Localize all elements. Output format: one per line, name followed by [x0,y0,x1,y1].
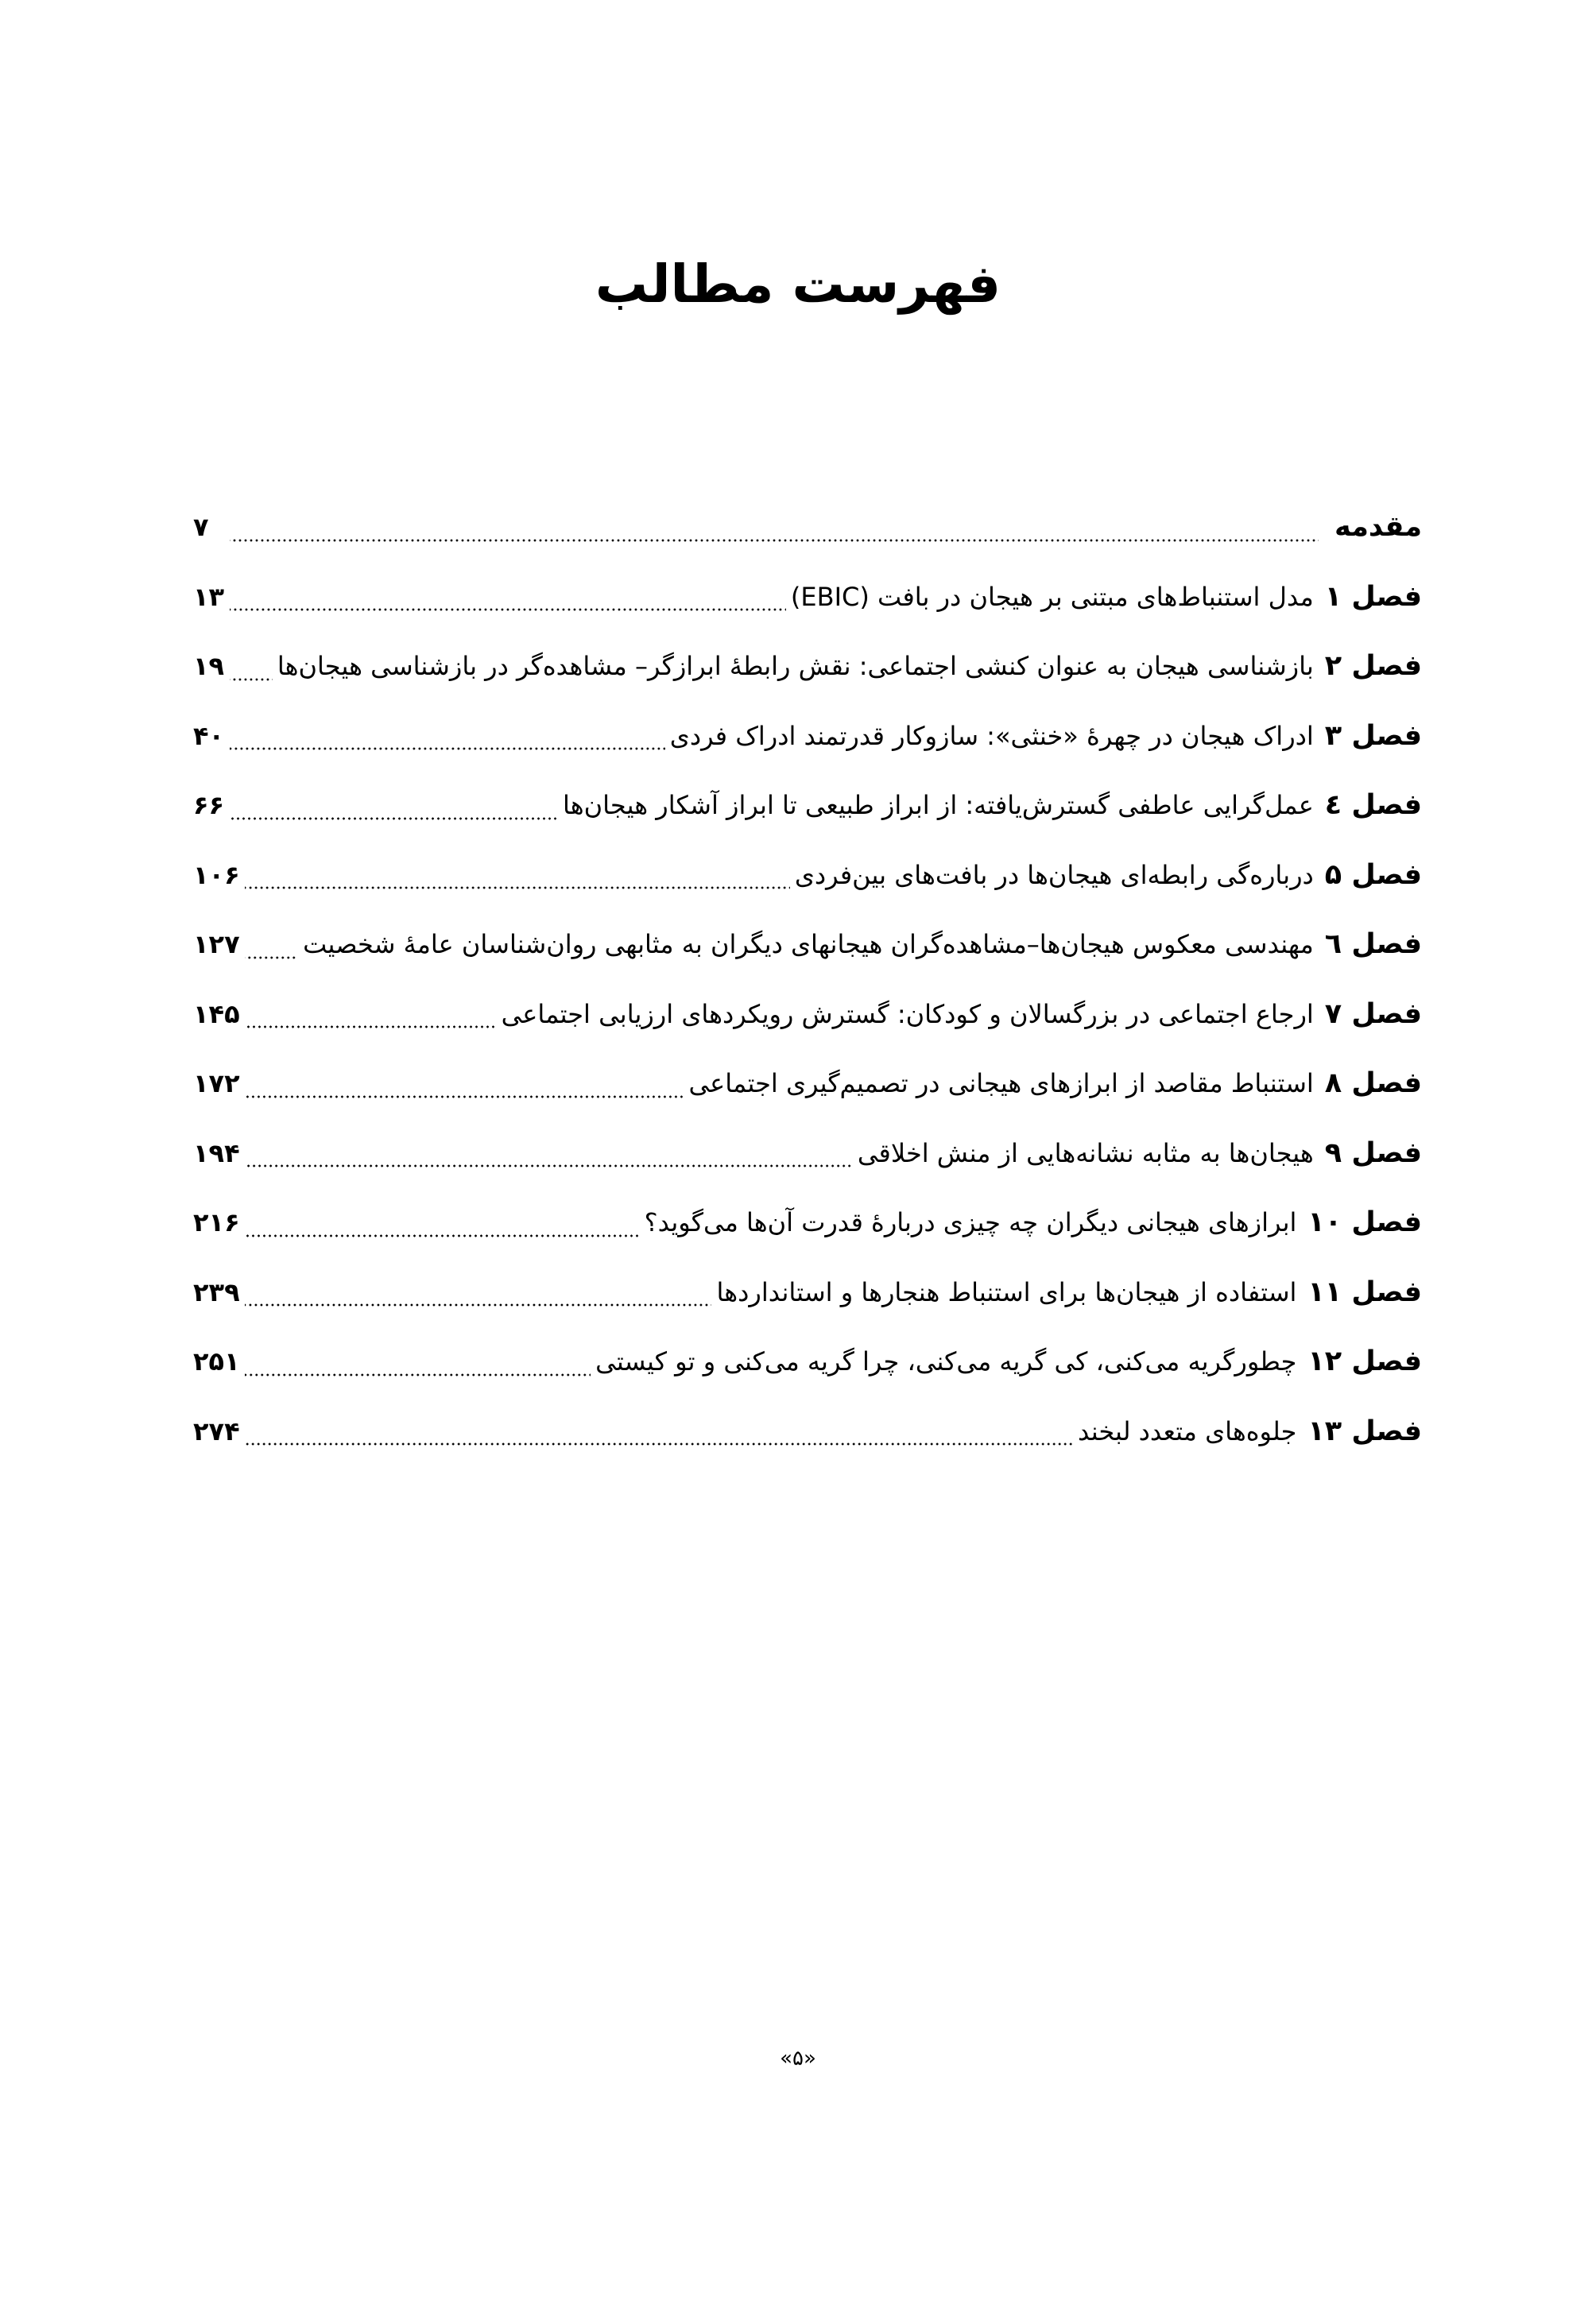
toc-title: جلوه‌های متعدد لبخند [1077,1415,1297,1446]
toc-page-number: ۱۹ [193,651,225,681]
page-title: فهرست مطالب [595,254,1001,315]
toc-row-chapter-4[interactable] [193,771,1422,841]
toc-chapter-label: فصل ٦ [1324,928,1422,960]
toc-page-number: ۲۱۶ [193,1207,240,1237]
toc-page-number: ۱۳ [193,581,225,612]
toc-leader-dots [245,1094,684,1099]
toc-page-number: ۲۵۱ [193,1346,240,1377]
toc-row-chapter-13[interactable] [193,1397,1422,1467]
toc-leader-dots [230,538,1319,543]
toc-leader-dots [245,1373,591,1377]
toc-row-chapter-1[interactable] [193,563,1422,633]
toc-title: مدل استنباط‌های مبتنی بر هیجان در بافت (EBIC) [790,581,1314,612]
toc-title: مهندسی معکوس هیجان‌ها–مشاهده‌گران هیجانهای دیگران به مثابهی روان‌شناسان عامهٔ شخصیت [303,929,1314,959]
toc-page-number: ۱۹۴ [193,1137,240,1168]
toc-page-number: ۲۳۹ [193,1276,240,1307]
toc-leader-dots [230,677,273,682]
toc-title: ابرازهای هیجانی دیگران چه چیزی دربارهٔ قدرت آن‌ها می‌گوید؟ [644,1207,1297,1237]
toc-leader-dots [245,1164,853,1168]
toc-row-chapter-8[interactable] [193,1049,1422,1119]
toc-leader-dots [230,816,558,821]
toc-title: چطورگریه می‌کنی، کی گریه می‌کنی، چرا گریه می‌کنی و تو کیستی [595,1346,1297,1377]
toc-chapter-label: فصل ۳ [1324,719,1422,752]
toc-leader-dots [245,1024,497,1029]
toc-row-chapter-3[interactable] [193,702,1422,772]
toc-chapter-label: فصل ۲ [1324,650,1422,682]
toc-title: هیجان‌ها به مثابه نشانه‌هایی از منش اخلاقی [857,1137,1314,1168]
toc-chapter-label: مقدمه [1335,511,1422,543]
toc-title: ارجاع اجتماعی در بزرگسالان و کودکان: گسترش رویکردهای ارزیابی اجتماعی [501,998,1314,1029]
toc-chapter-label: فصل ۹ [1324,1136,1422,1169]
toc-title: بازشناسی هیجان به عنوان کنشی اجتماعی: نقش رابطهٔ ابرازگر– مشاهده‌گر در بازشناسی هیجان‌ها [277,651,1314,681]
toc-chapter-label: فصل ٤ [1324,789,1422,821]
toc-page-number: ۱۰۶ [193,859,240,890]
toc-leader-dots [245,955,299,960]
toc-row-introduction[interactable] [193,493,1422,563]
toc-row-chapter-6[interactable] [193,910,1422,980]
toc-title: عمل‌گرایی عاطفی گسترش‌یافته: از ابراز طبیعی تا ابراز آشکار هیجان‌ها [563,790,1314,820]
table-of-contents [193,493,1422,1466]
toc-row-chapter-10[interactable] [193,1188,1422,1258]
toc-title: درباره‌گی رابطه‌ای هیجان‌ها در بافت‌های بین‌فردی [794,859,1314,890]
toc-chapter-label: فصل ۷ [1324,997,1422,1030]
toc-leader-dots [245,1233,640,1238]
toc-page-number: ۷ [193,512,209,542]
toc-page-number: ۴۰ [193,720,225,751]
toc-chapter-label: فصل ۱۱ [1307,1276,1422,1308]
toc-row-chapter-7[interactable] [193,980,1422,1050]
toc-row-chapter-5[interactable] [193,841,1422,911]
toc-row-chapter-11[interactable] [193,1258,1422,1328]
toc-leader-dots [230,607,786,612]
toc-leader-dots [245,1303,712,1307]
toc-chapter-label: فصل ۱۰ [1307,1206,1422,1238]
toc-leader-dots [245,1442,1073,1446]
toc-page-number: ۱۲۷ [193,929,240,959]
toc-title: استفاده از هیجان‌ها برای استنباط هنجارها و استانداردها [716,1276,1297,1307]
toc-title: استنباط مقاصد از ابرازهای هیجانی در تصمیم‌گیری اجتماعی [688,1068,1314,1098]
toc-title: ادراک هیجان در چهرهٔ «خنثی»: سازوکار قدرتمند ادراک فردی [669,720,1314,751]
toc-leader-dots [230,746,665,751]
toc-chapter-label: فصل ۱۲ [1307,1346,1422,1377]
toc-leader-dots [245,885,790,890]
toc-page-number: ۱۷۲ [193,1068,240,1098]
toc-row-chapter-2[interactable] [193,632,1422,702]
toc-chapter-label: فصل ۵ [1324,858,1422,891]
toc-page-number: ۲۷۴ [193,1415,240,1446]
toc-chapter-label: فصل ۸ [1324,1067,1422,1099]
toc-row-chapter-12[interactable] [193,1327,1422,1397]
toc-page-number: ۱۴۵ [193,998,240,1029]
toc-chapter-label: فصل ۱۳ [1307,1415,1422,1447]
footer-page-number: «۵» [780,2046,816,2070]
toc-row-chapter-9[interactable] [193,1119,1422,1189]
toc-page-number: ۶۶ [193,790,225,820]
toc-chapter-label: فصل ۱ [1324,580,1422,613]
